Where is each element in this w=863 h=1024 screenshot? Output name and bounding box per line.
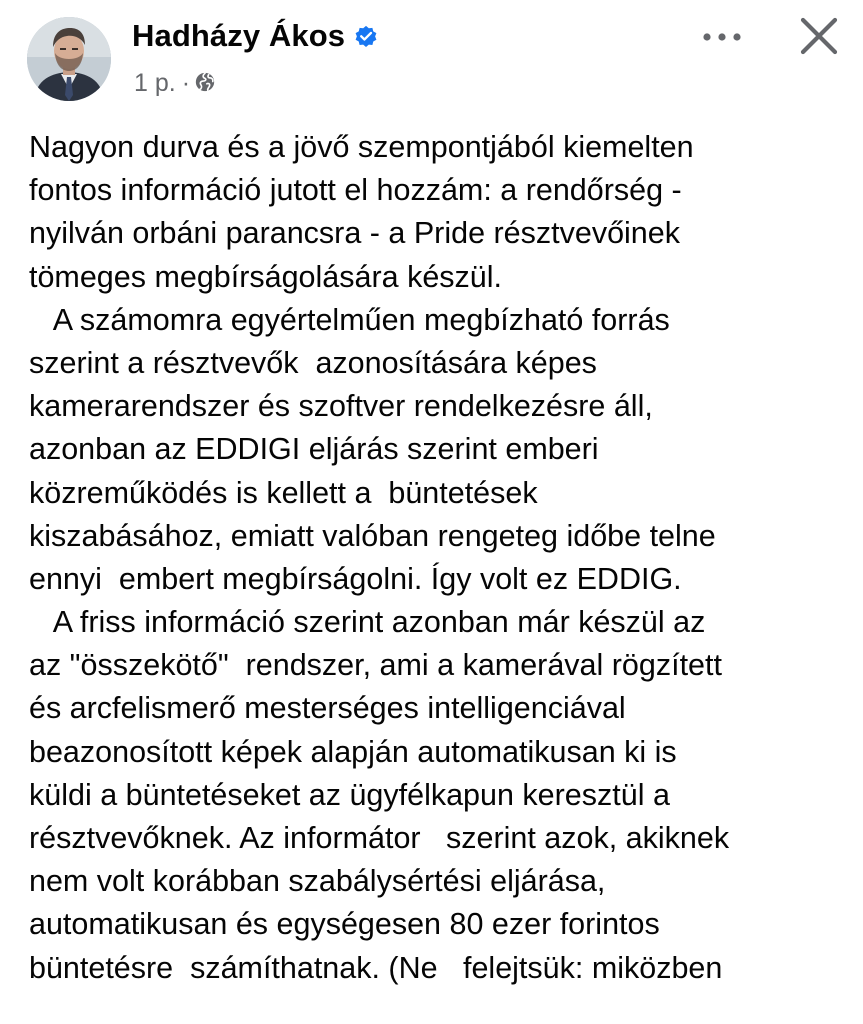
- post-text-line: nem volt korábban szabálysértési eljárása,: [29, 864, 606, 899]
- globe-icon[interactable]: [194, 71, 216, 93]
- post-text-line: A számomra egyértelműen megbízható forrás: [29, 302, 670, 337]
- meta-separator: ·: [181, 69, 191, 97]
- post-time[interactable]: 1 p.: [134, 69, 176, 97]
- post-text-line: beazonosított képek alapján automatikusan ki is: [29, 734, 677, 769]
- post-text-line: küldi a büntetéseket az ügyfélkapun keresztül a: [29, 777, 670, 812]
- post-meta: [134, 66, 216, 100]
- more-options-button[interactable]: [698, 22, 748, 52]
- post-text-line: büntetésre számíthatnak. (Ne felejtsük: miközben: [29, 950, 723, 985]
- post-text-line: Nagyon durva és a jövő szempontjából kiemelten: [29, 130, 694, 164]
- post-text-line: kamerarendszer és szoftver rendelkezésre áll,: [29, 389, 653, 424]
- post-text-line: kiszabásához, emiatt valóban rengeteg időbe telne: [29, 518, 716, 553]
- post-text-line: A friss információ szerint azonban már készül az: [29, 605, 706, 640]
- post-text-line: ennyi embert megbírságolni. Így volt ez EDDIG.: [29, 561, 682, 596]
- post-text-line: azonban az EDDIGI eljárás szerint emberi: [29, 432, 599, 467]
- post-text-line: fontos információ jutott el hozzám: a rendőrség -: [29, 173, 682, 208]
- more-options-icon: [698, 22, 748, 52]
- post-text-line: közreműködés is kellett a büntetések: [29, 475, 538, 510]
- post-text-line: és arcfelismerő mesterséges intelligenciával: [29, 691, 626, 726]
- post-text: [29, 126, 859, 990]
- close-icon: [797, 14, 841, 58]
- post-text-line: automatikusan és egységesen 80 ezer forintos: [29, 907, 660, 942]
- avatar[interactable]: [27, 17, 111, 101]
- avatar-image: [27, 17, 111, 101]
- post-header: [0, 0, 863, 120]
- post-text-line: tömeges megbírságolására készül.: [29, 259, 502, 294]
- post-text-line: nyilván orbáni parancsra - a Pride résztvevőinek: [29, 216, 680, 251]
- verified-badge-icon: [353, 23, 379, 49]
- close-button[interactable]: [797, 14, 841, 58]
- author-name[interactable]: Hadházy Ákos: [132, 18, 346, 53]
- author-name-row: [132, 16, 379, 56]
- post-text-line: szerint a résztvevők azonosítására képes: [29, 345, 597, 380]
- post-text-line: az "összekötő" rendszer, ami a kamerával rögzített: [29, 648, 722, 683]
- post-text-line: résztvevőknek. Az informátor szerint azok, akiknek: [29, 821, 730, 855]
